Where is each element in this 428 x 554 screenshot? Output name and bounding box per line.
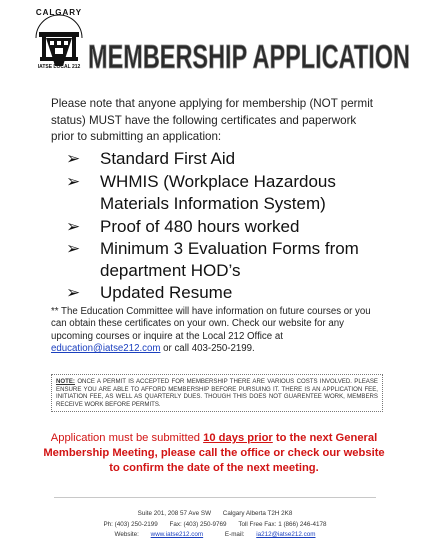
arrow-bullet-icon: ➢ bbox=[66, 172, 81, 191]
arrow-bullet-icon: ➢ bbox=[66, 239, 81, 258]
requirement-text: Minimum 3 Evaluation Forms from department HOD’s bbox=[100, 239, 359, 280]
list-item bbox=[66, 171, 396, 215]
requirement-text: Standard First Aid bbox=[100, 149, 236, 168]
logo-caption-text: IATSE LOCAL 212 bbox=[37, 64, 81, 70]
deadline-emphasis: 10 days prior bbox=[203, 432, 273, 444]
requirement-text: Proof of 480 hours worked bbox=[100, 217, 300, 236]
note-label: NOTE: bbox=[56, 378, 75, 385]
requirement-text: WHMIS (Workplace Hazardous Materials Information System) bbox=[100, 172, 336, 213]
web-row bbox=[40, 530, 390, 541]
list-item bbox=[66, 282, 396, 304]
address-row bbox=[40, 509, 390, 520]
education-note-text: ** The Education Committee will have information on future courses or you can obtain these certificates on your own. Check our website for any upcoming courses or inquire at the Local 212 Office at bbox=[51, 306, 371, 342]
intro-paragraph: Please note that anyone applying for membership (NOT permit status) MUST have the following certificates and paperwork prior to submitting an application: bbox=[51, 97, 373, 143]
website-label: Website: bbox=[114, 531, 141, 538]
title-text: MEMBERSHIP APPLICATION bbox=[88, 38, 410, 75]
iatse-calgary-logo bbox=[30, 8, 88, 76]
arrow-bullet-icon: ➢ bbox=[66, 217, 81, 236]
education-email-link[interactable]: education@iatse212.com bbox=[51, 343, 161, 355]
deadline-text-rest: to the next General Membership Meeting, please call the office or check our website to confirm the date of the next meeting. bbox=[43, 432, 385, 474]
arrow-bullet-icon: ➢ bbox=[66, 283, 81, 302]
education-note bbox=[51, 306, 386, 356]
phone-row bbox=[40, 520, 390, 531]
list-item bbox=[66, 238, 396, 282]
list-item bbox=[66, 148, 396, 170]
email-link[interactable]: ia212@iatse212.com bbox=[256, 531, 316, 538]
contact-footer bbox=[40, 509, 390, 541]
fax-number: Fax: (403) 250-9769 bbox=[169, 520, 227, 528]
arrow-bullet-icon: ➢ bbox=[66, 149, 81, 168]
page-title bbox=[84, 30, 414, 78]
website-link[interactable]: www.iatse212.com bbox=[150, 531, 204, 538]
requirements-list bbox=[66, 148, 396, 304]
permit-note-text: ONCE A PERMIT IS ACCEPTED FOR MEMBERSHIP THERE ARE VARIOUS COSTS INVOLVED. PLEASE ENSURE YOU ARE ABLE TO AFFORD MEMBERSHIP BEFORE PURSUING IT. THERE IS AN APPLICATION FEE, INITIATION FEE, AS WELL AS QUARTERLY DUES. THOUGH THIS DOES NOT GUARENTEE WORK, MEMBERS RECEIVE WORK BEFORE PERMITS. bbox=[56, 378, 378, 408]
street-address: Suite 201, 208 57 Ave SW bbox=[137, 510, 212, 517]
submission-deadline bbox=[40, 431, 388, 476]
education-note-suffix: or call 403-250-2199. bbox=[160, 343, 255, 355]
list-item bbox=[66, 216, 396, 238]
city-address: Calgary Alberta T2H 2K8 bbox=[222, 510, 293, 517]
deadline-text-lead: Application must be submitted bbox=[50, 432, 204, 444]
email-label: E-mail: bbox=[224, 531, 247, 538]
logo-city-text: CALGARY bbox=[35, 8, 83, 17]
permit-note-box bbox=[51, 374, 383, 412]
footer-divider bbox=[54, 497, 376, 498]
phone-number: Ph: (403) 250-2199 bbox=[103, 520, 158, 528]
toll-free-fax: Toll Free Fax: 1 (866) 246-4178 bbox=[238, 520, 327, 528]
requirement-text: Updated Resume bbox=[100, 283, 233, 302]
